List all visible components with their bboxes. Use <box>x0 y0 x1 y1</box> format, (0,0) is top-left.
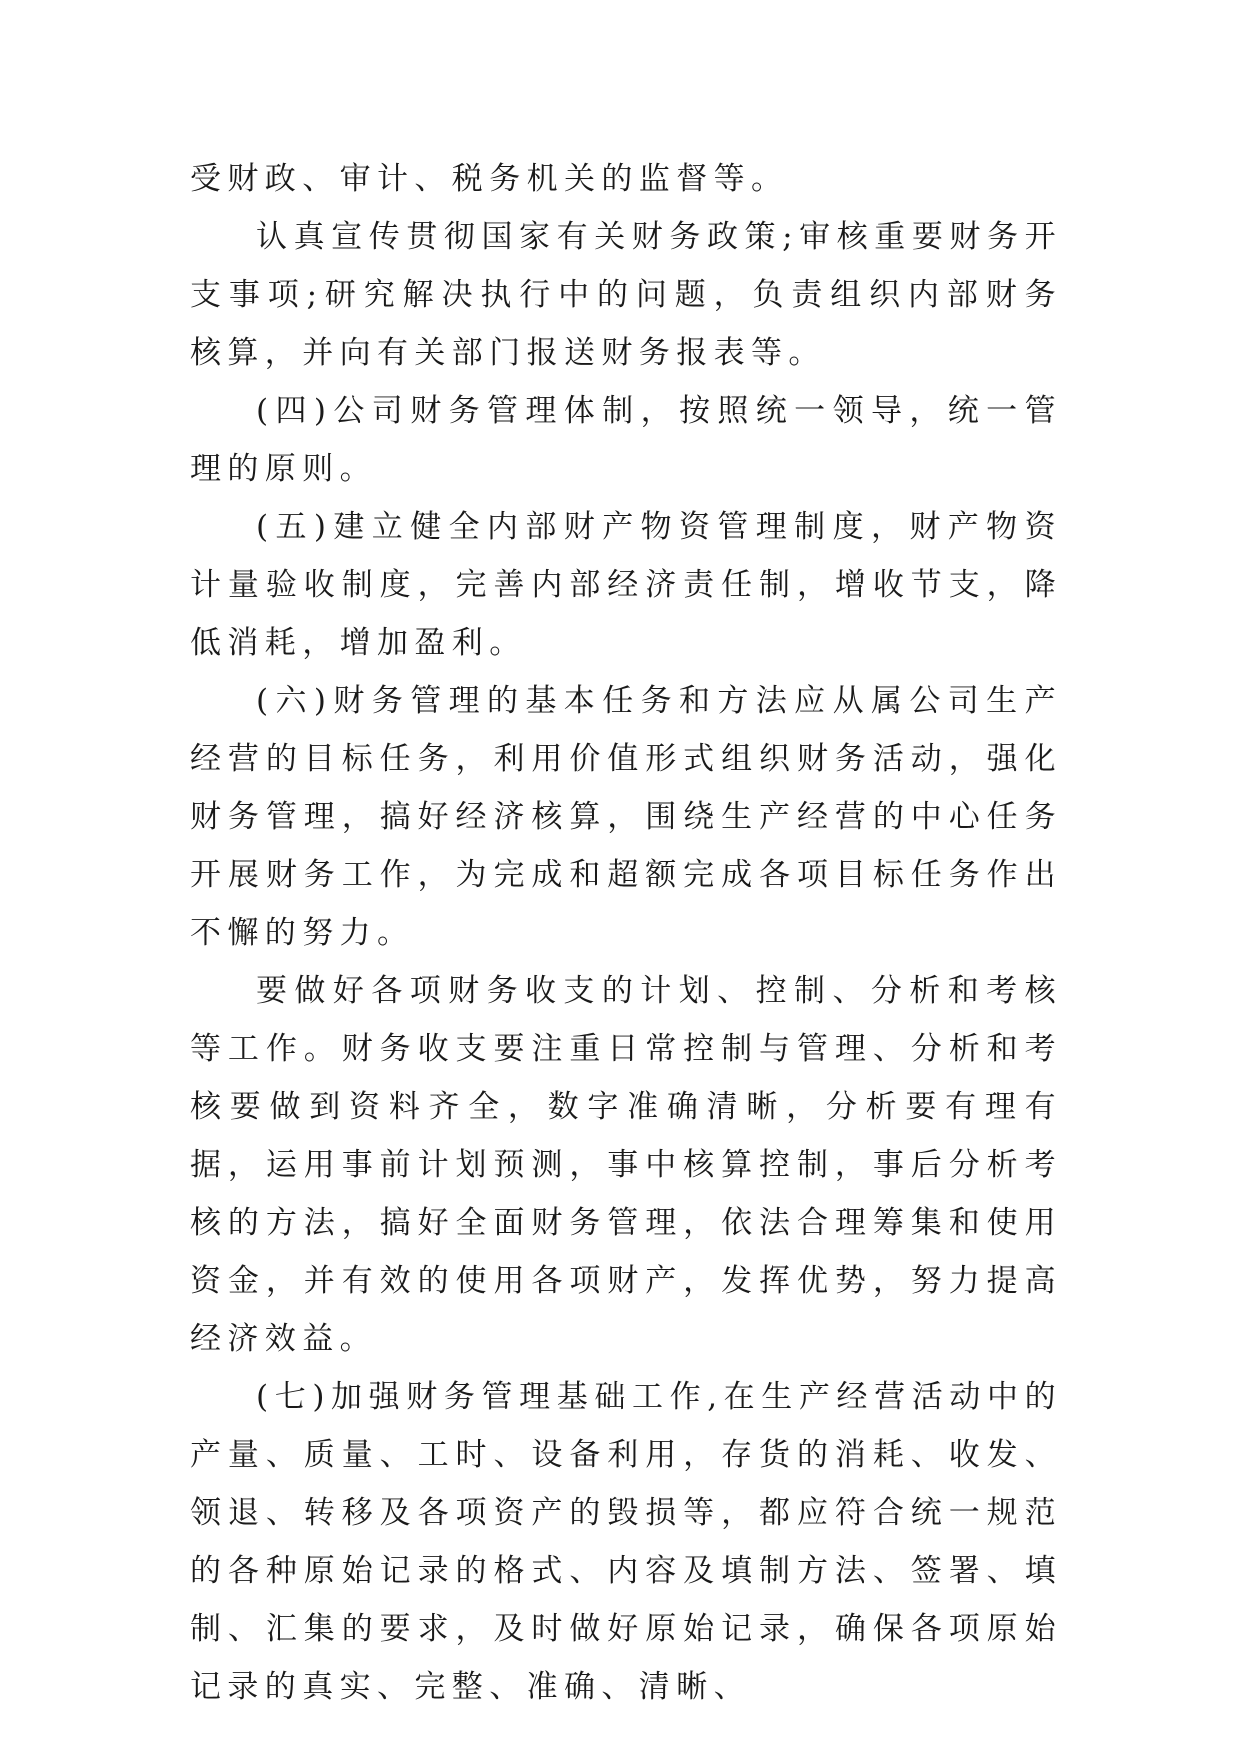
paragraph-policy: 认真宣传贯彻国家有关财务政策;审核重要财务开支事项;研究解决执行中的问题，负责组织内部财务核算，并向有关部门报送财务报表等。 <box>190 219 1062 371</box>
paragraph-item-7: (七)加强财务管理基础工作,在生产经营活动中的产量、质量、工时、设备利用，存货的消耗、收发、领退、转移及各项资产的毁损等，都应符合统一规范的各种原始记录的格式、内容及填制方法、签署、填制、汇集的要求，及时做好原始记录，确保各项原始记录的真实、完整、准确、清晰、 <box>190 1379 1062 1705</box>
paragraph-item-4: (四)公司财务管理体制，按照统一领导，统一管理的原则。 <box>190 393 1062 487</box>
paragraph-finance-control: 要做好各项财务收支的计划、控制、分析和考核等工作。财务收支要注重日常控制与管理、分析和考核要做到资料齐全，数字准确清晰，分析要有理有据，运用事前计划预测，事中核算控制，事后分析考核的方法，搞好全面财务管理，依法合理筹集和使用资金，并有效的使用各项财产，发挥优势，努力提高经济效益。 <box>190 973 1062 1357</box>
paragraph-item-5: (五)建立健全内部财产物资管理制度，财产物资计量验收制度，完善内部经济责任制，增收节支，降低消耗，增加盈利。 <box>190 509 1062 661</box>
document-body <box>190 150 1062 1716</box>
paragraph-item-6: (六)财务管理的基本任务和方法应从属公司生产经营的目标任务，利用价值形式组织财务活动，强化财务管理，搞好经济核算，围绕生产经营的中心任务开展财务工作，为完成和超额完成各项目标任务作出不懈的努力。 <box>190 683 1062 951</box>
paragraph-continuation: 受财政、审计、税务机关的监督等。 <box>190 161 789 197</box>
